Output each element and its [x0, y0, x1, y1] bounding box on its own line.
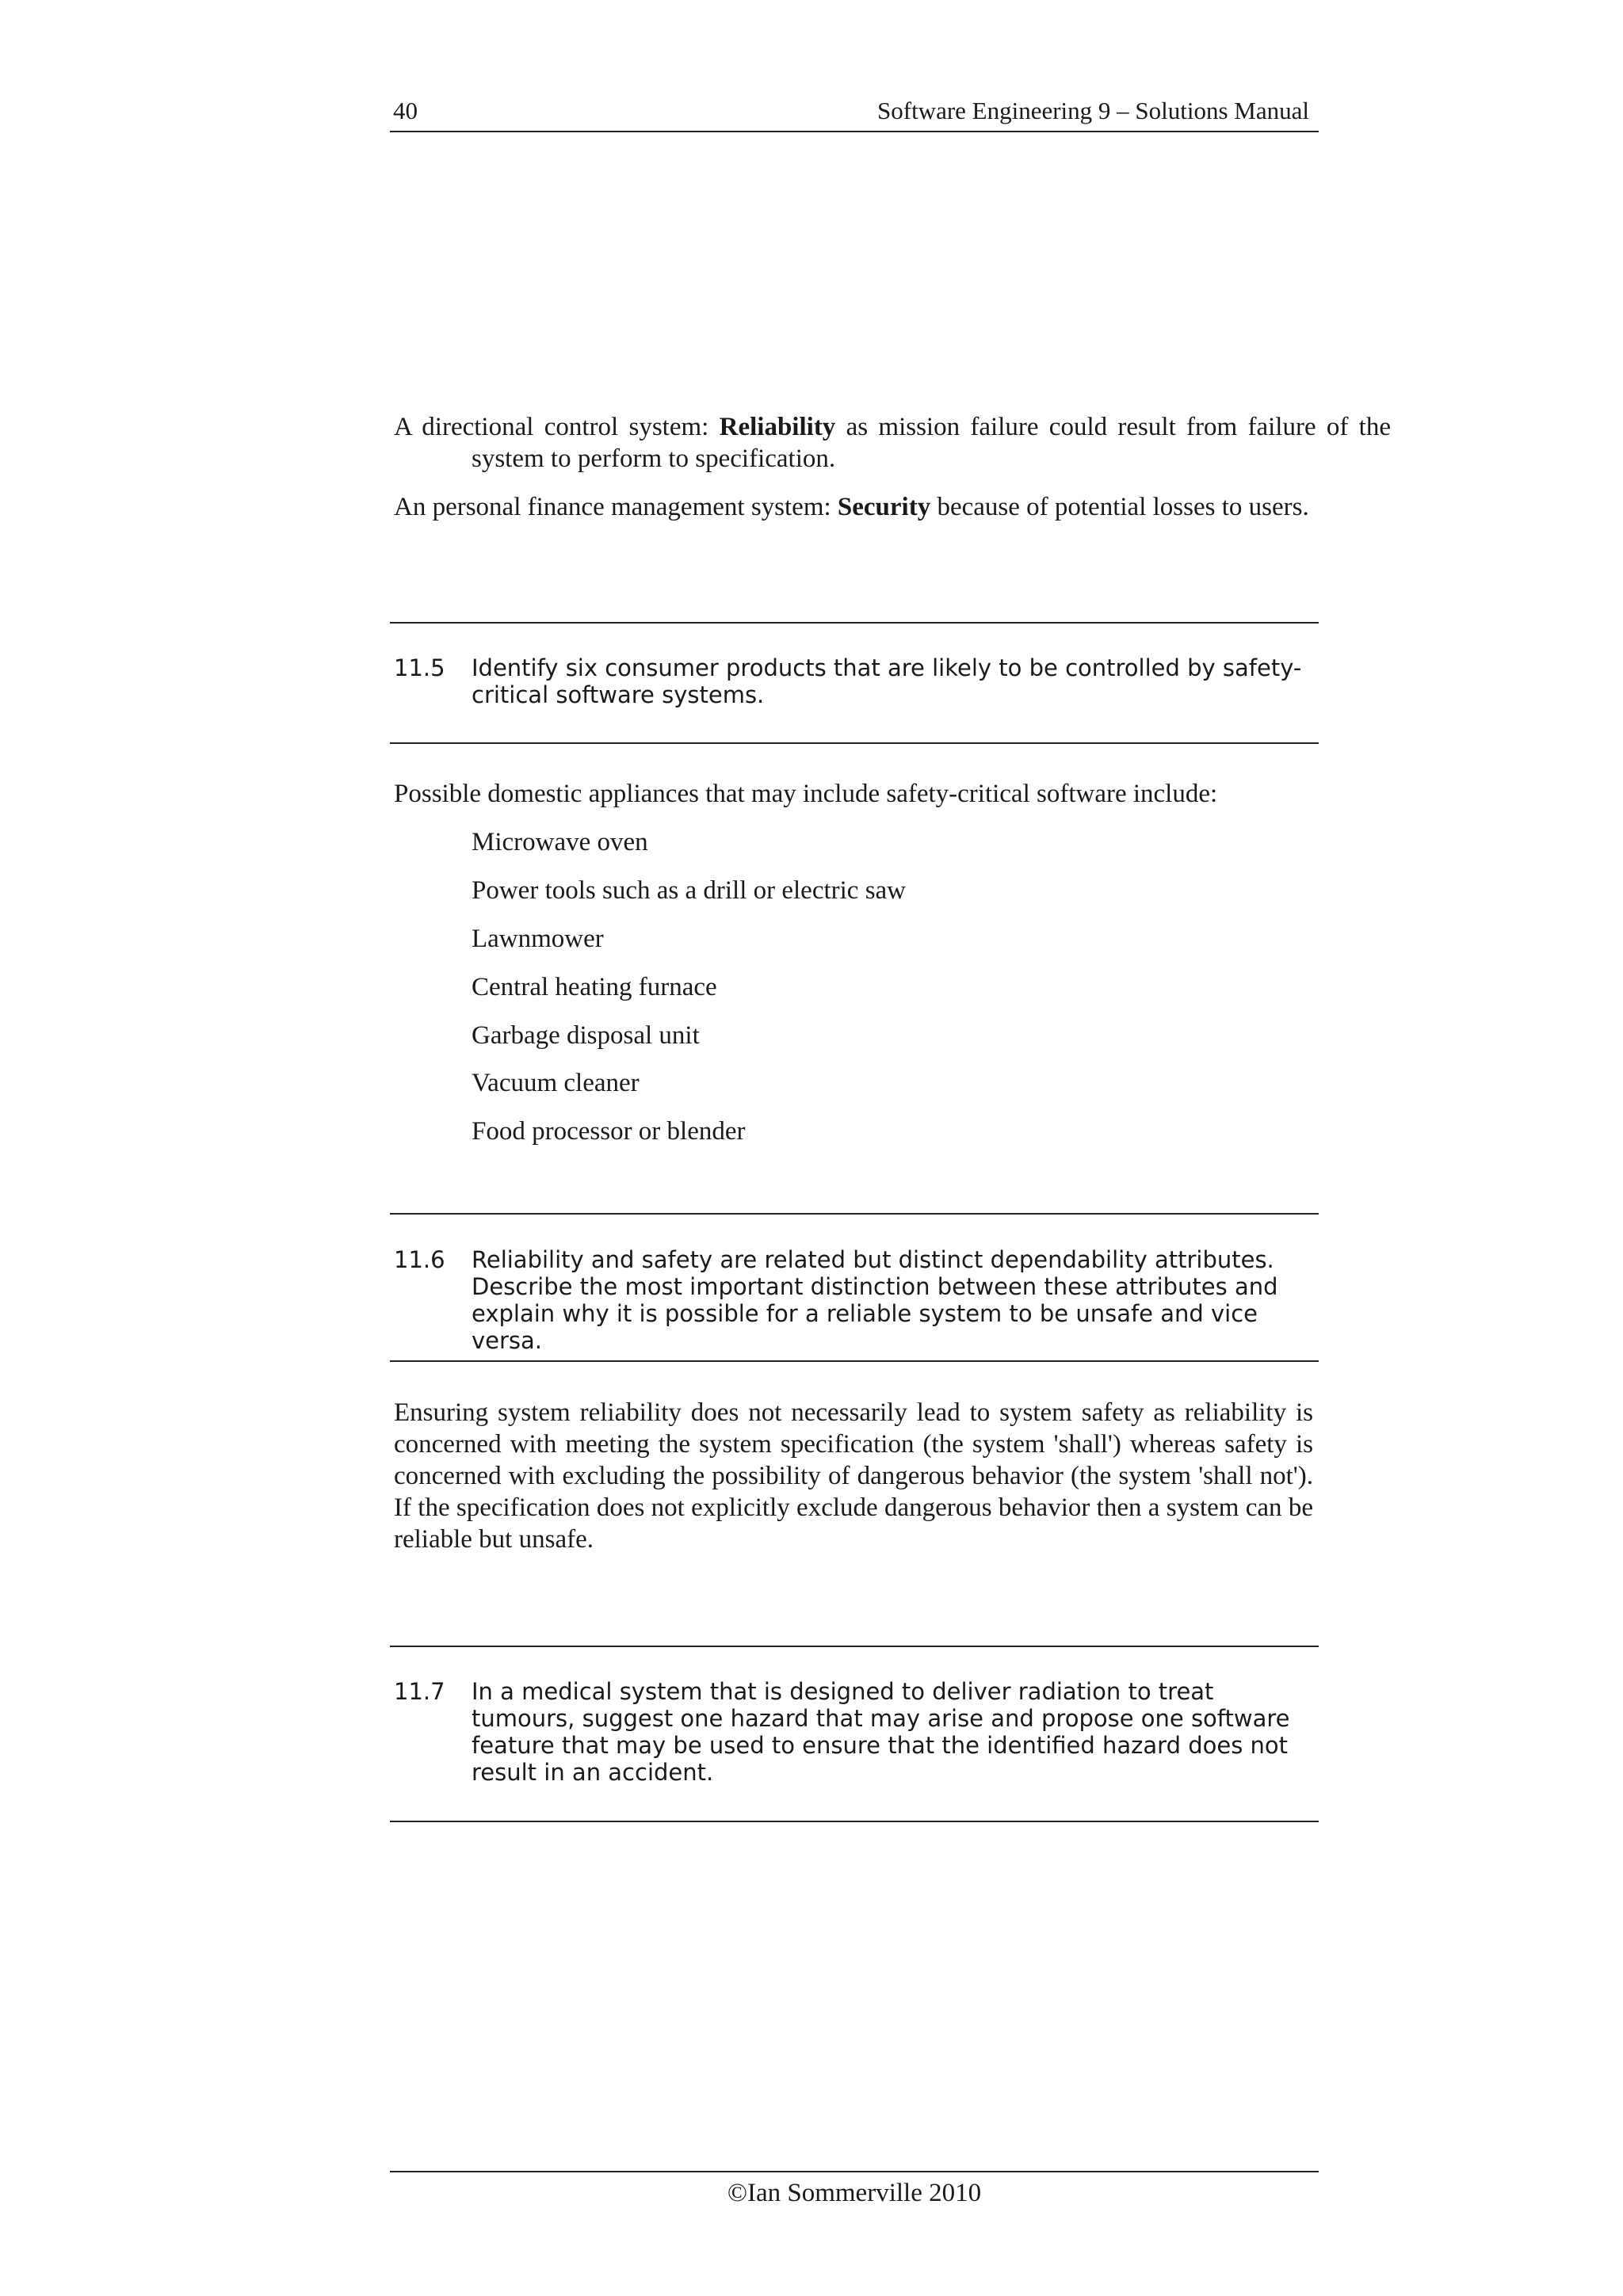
list-item: Central heating furnace: [472, 973, 717, 1001]
question-number: 11.5: [394, 654, 445, 681]
answer-11-5-intro: Possible domestic appliances that may include safety-critical software include:: [394, 780, 1218, 808]
list-item: Food processor or blender: [472, 1117, 746, 1146]
question-rule-top: [390, 622, 1319, 624]
question-text: Identify six consumer products that are likely to be controlled by safety-critical software systems.: [472, 654, 1302, 708]
question-text: Reliability and safety are related but distinct dependability attributes. Describe the most important distinction between these attributes and explain why it is possible for a reliable system to be unsafe and vice versa.: [472, 1246, 1278, 1354]
answer-directional-control: A directional control system: Reliability as mission failure could result from failure of the system to perform to specification.: [394, 413, 1391, 473]
question-text: In a medical system that is designed to deliver radiation to treat tumours, suggest one hazard that may arise and propose one software feature that may be used to ensure that the identified hazard does not result in an accident.: [472, 1678, 1290, 1786]
question-rule-bottom: [390, 1360, 1319, 1362]
footer-rule: [390, 2171, 1319, 2172]
question-number: 11.6: [394, 1246, 445, 1273]
footer-copyright: ©Ian Sommerville 2010: [727, 2179, 982, 2207]
question-rule-top: [390, 1646, 1319, 1647]
question-rule-bottom: [390, 742, 1319, 744]
page-number: 40: [393, 97, 418, 124]
list-item: Microwave oven: [472, 828, 648, 856]
answer-personal-finance: An personal finance management system: Security because of potential losses to users.: [394, 493, 1309, 521]
list-item: Garbage disposal unit: [472, 1021, 700, 1050]
list-item: Power tools such as a drill or electric saw: [472, 876, 907, 905]
header-rule: [390, 131, 1319, 132]
list-item: Lawnmower: [472, 925, 604, 953]
question-number: 11.7: [394, 1678, 445, 1705]
answer-11-6: Ensuring system reliability does not necessarily lead to system safety as reliability is concerned with meeting the system specification (the system 'shall') whereas safety is concerned with excluding the possibility of dangerous behavior (the system 'shall not'). If the specification does not explicitly exclude dangerous behavior then a system can be reliable but unsafe.: [394, 1398, 1313, 1554]
question-rule-bottom: [390, 1821, 1319, 1822]
question-rule-top: [390, 1213, 1319, 1215]
running-title: Software Engineering 9 – Solutions Manual: [877, 97, 1309, 124]
list-item: Vacuum cleaner: [472, 1069, 640, 1097]
